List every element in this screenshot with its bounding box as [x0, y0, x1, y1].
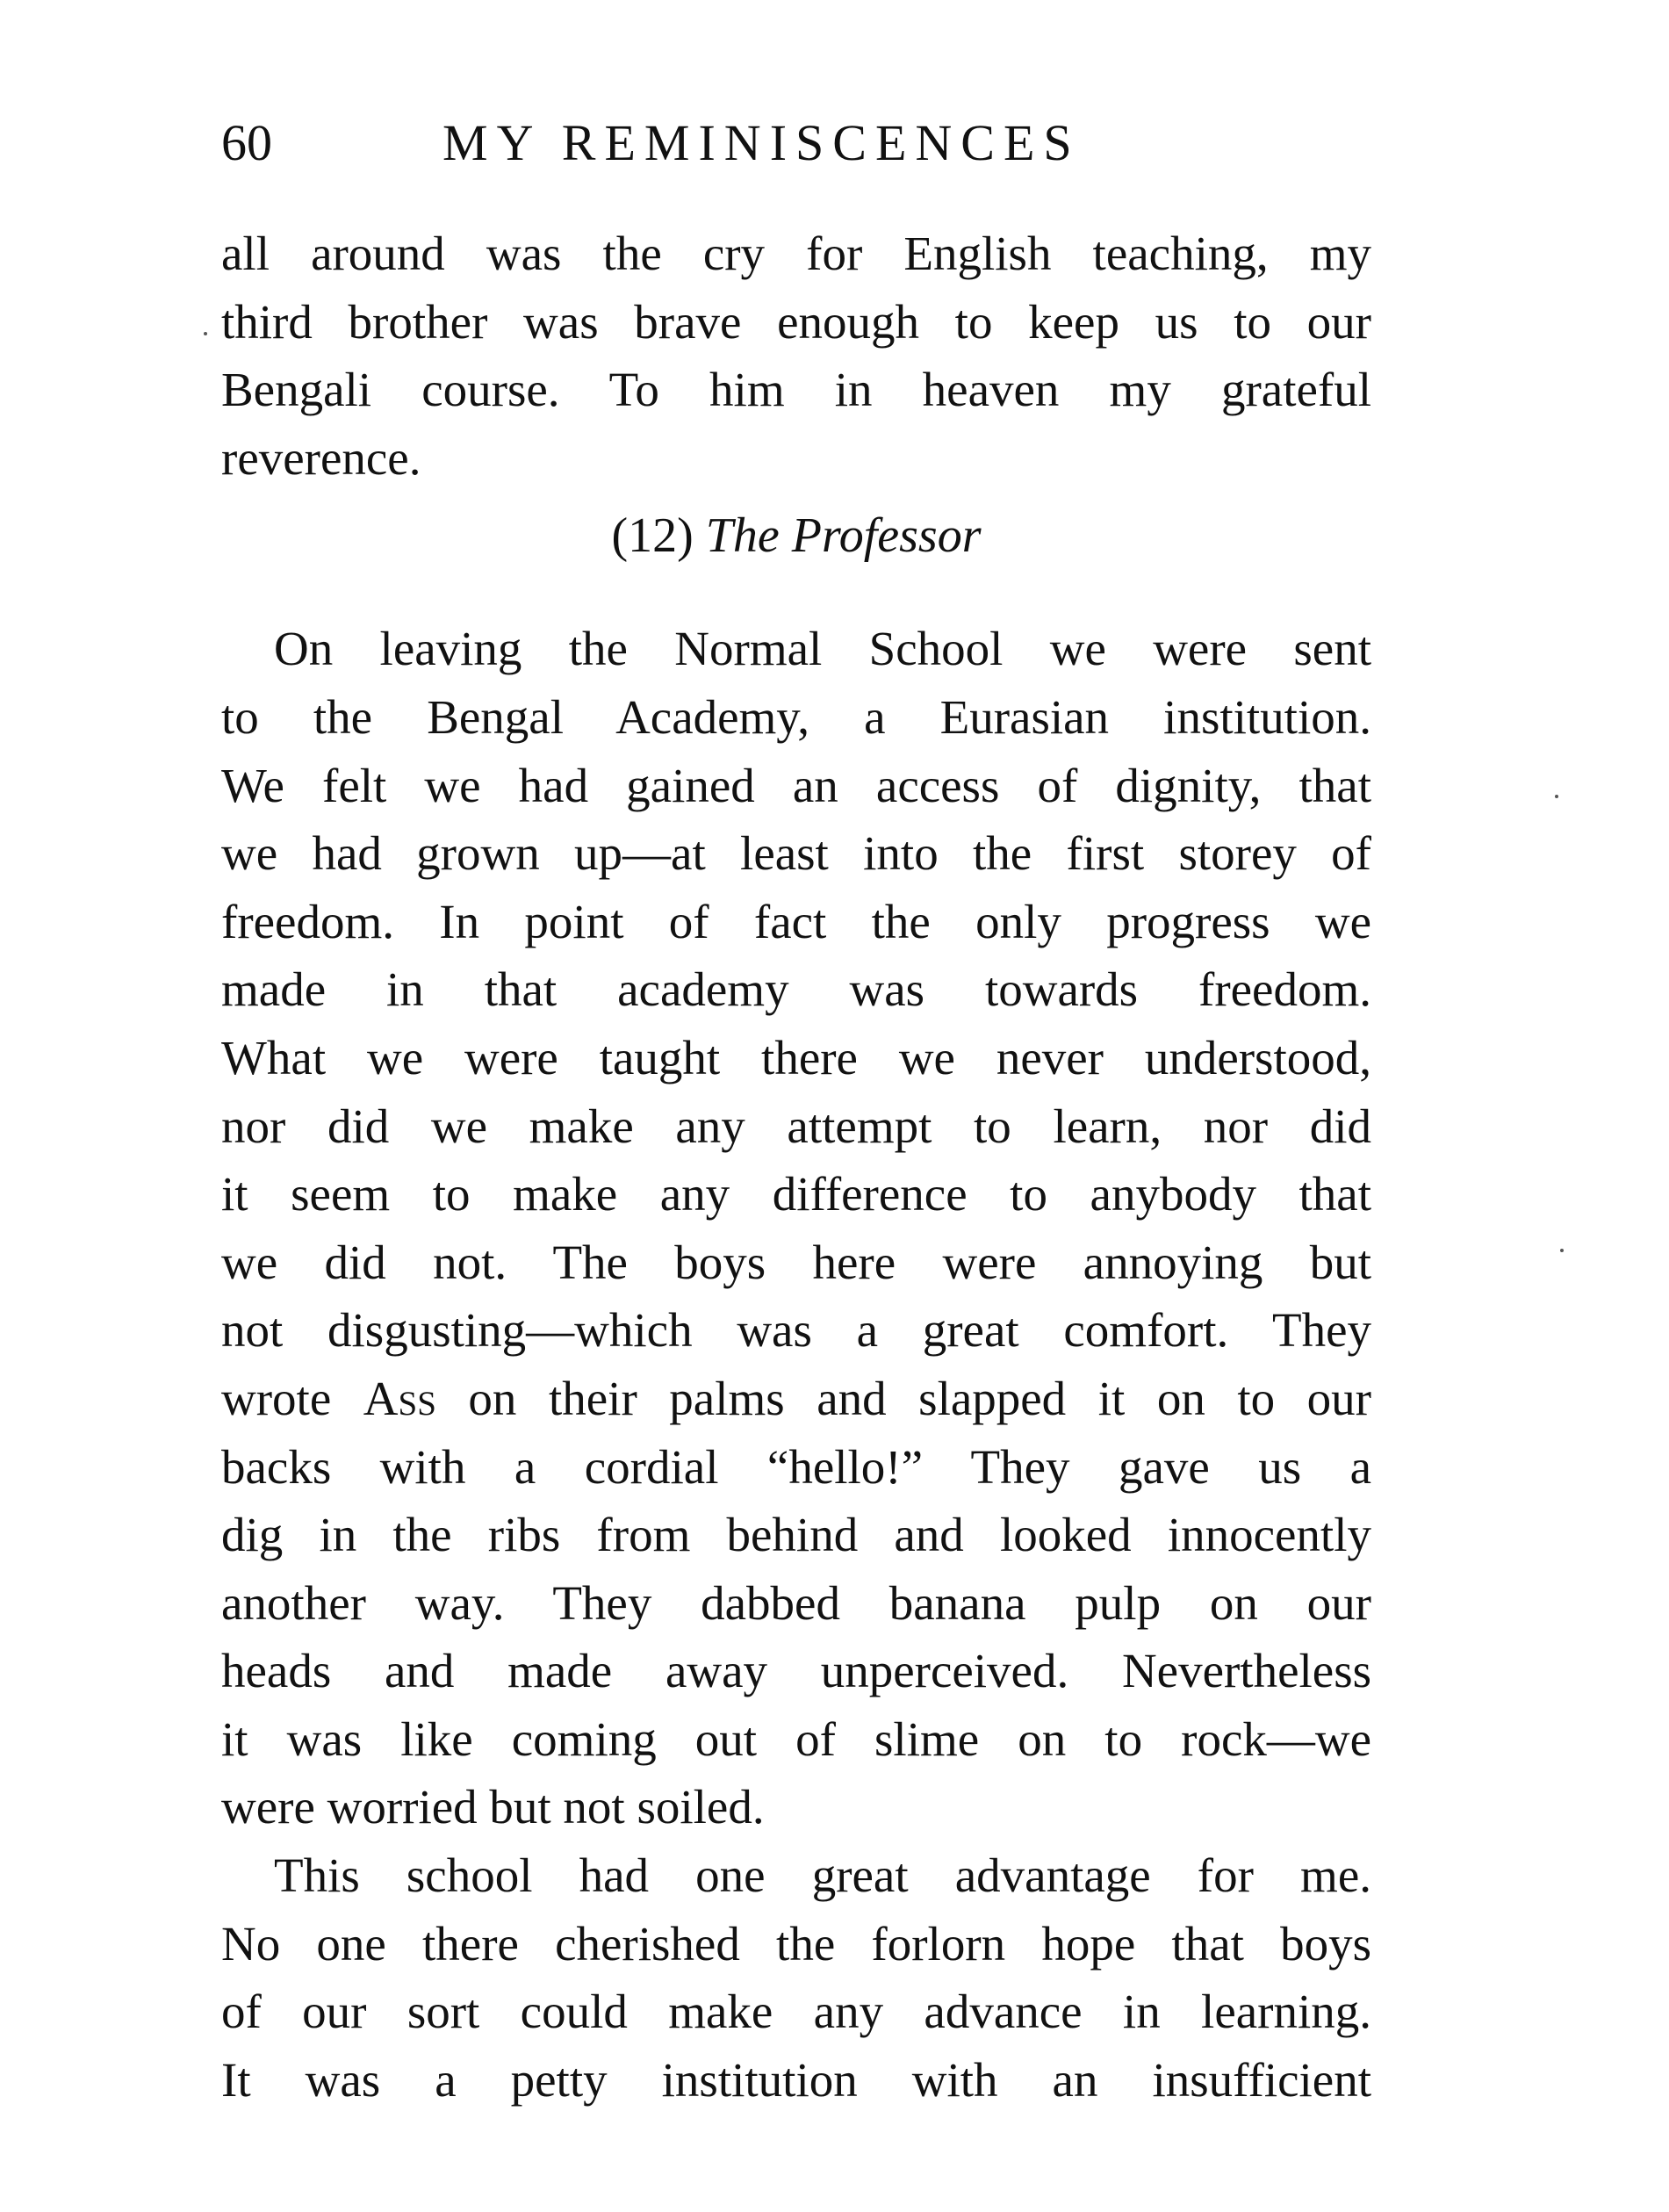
text-line: it seem to make any difference to anybody that: [221, 1167, 1371, 1221]
print-speck: [1555, 795, 1558, 798]
text-fragment: on their palms and slapped it on to our: [435, 1371, 1371, 1425]
paragraph-3: [221, 1841, 1371, 2114]
text-line: nor did we make any attempt to learn, nor did: [221, 1099, 1371, 1153]
text-line: not disgusting—which was a great comfort. They: [221, 1303, 1371, 1358]
smallcaps-word: Ass: [363, 1371, 436, 1425]
text-fragment: wrote: [221, 1371, 363, 1425]
text-line: Bengali course. To him in heaven my grateful: [221, 363, 1371, 417]
text-line-smallcaps: [221, 1365, 1371, 1433]
text-line: No one there cherished the forlorn hope that boys: [221, 1916, 1371, 1971]
text-line: We felt we had gained an access of dignity, that: [221, 758, 1371, 812]
text-line: it was like coming out of slime on to rock—we: [221, 1711, 1371, 1766]
body-text: [221, 220, 1371, 2114]
text-line: made in that academy was towards freedom.: [221, 962, 1371, 1017]
paragraph-2: [221, 615, 1371, 1841]
section-heading: [221, 492, 1371, 580]
text-line: What we were taught there we never understood,: [221, 1030, 1371, 1084]
section-number: (12): [611, 508, 694, 564]
text-line: freedom. In point of fact the only progress we: [221, 894, 1371, 948]
text-line: It was a petty institution with an insufficient: [221, 2052, 1371, 2107]
text-line: On leaving the Normal School we were sent: [274, 622, 1371, 676]
print-speck: [1560, 1249, 1564, 1252]
page-header: [221, 112, 1398, 174]
text-line: another way. They dabbed banana pulp on our: [221, 1575, 1371, 1630]
text-line: This school had one great advantage for me.: [274, 1848, 1371, 1903]
text-line: we did not. The boys here were annoying but: [221, 1235, 1371, 1289]
text-line: heads and made away unperceived. Nevertheless: [221, 1644, 1371, 1698]
paragraph-1: [221, 220, 1371, 492]
text-line: we had grown up—at least into the first storey of: [221, 826, 1371, 881]
text-line: reverence.: [221, 430, 421, 485]
text-line: were worried but not soiled.: [221, 1780, 765, 1834]
text-line: dig in the ribs from behind and looked innocently: [221, 1508, 1371, 1562]
section-title: The Professor: [705, 508, 982, 564]
page-number: 60: [221, 114, 272, 171]
text-line: to the Bengal Academy, a Eurasian institution.: [221, 689, 1371, 744]
running-head: MY REMINISCENCES: [442, 114, 1081, 171]
text-line: third brother was brave enough to keep us to our: [221, 294, 1371, 349]
text-line: of our sort could make any advance in learning.: [221, 1985, 1371, 2039]
text-line: all around was the cry for English teaching, my: [221, 227, 1371, 280]
print-speck: [204, 332, 207, 335]
text-line: backs with a cordial “hello!” They gave us a: [221, 1439, 1371, 1494]
